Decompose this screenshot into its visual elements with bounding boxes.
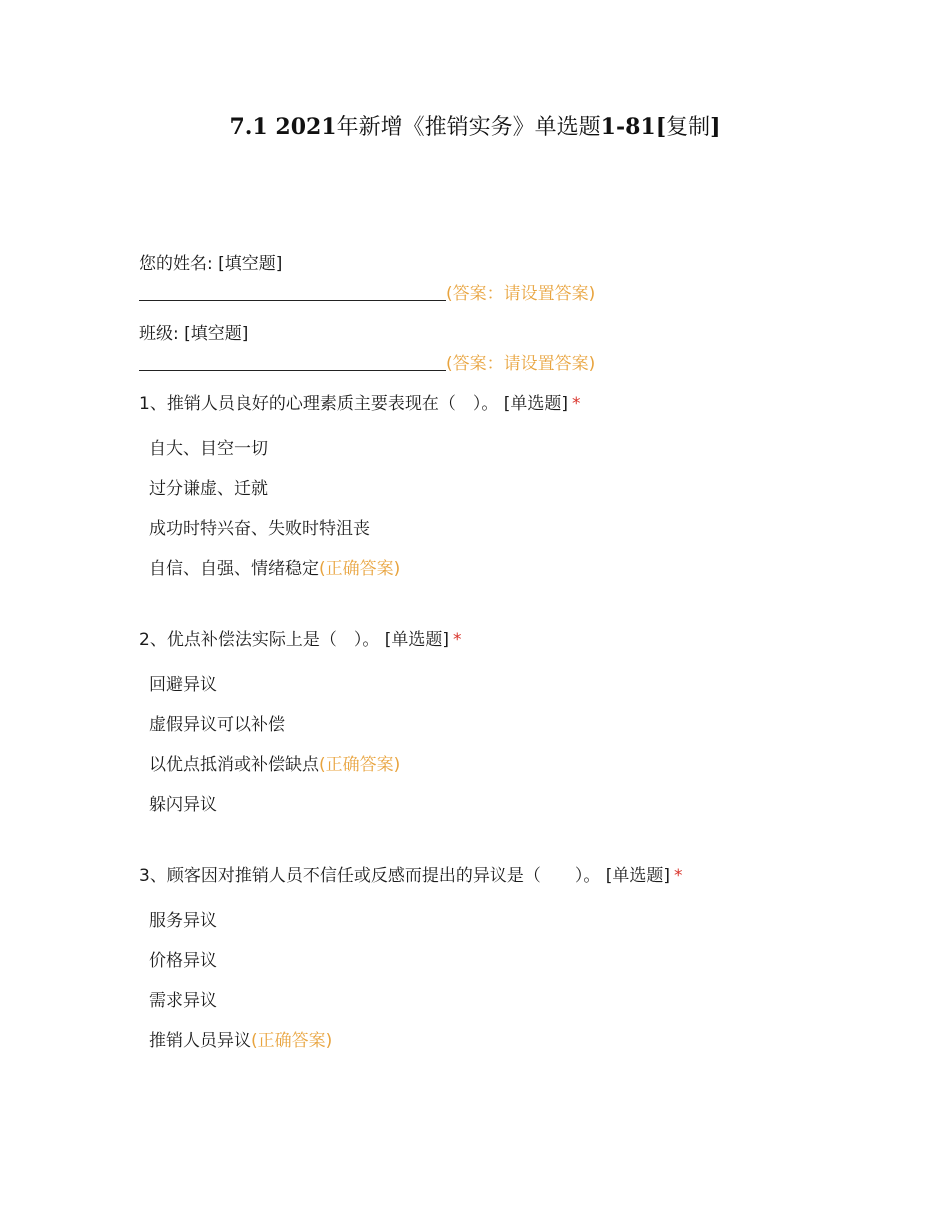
option-label: 成功时特兴奋、失败时特沮丧 bbox=[149, 519, 370, 539]
survey-content bbox=[139, 249, 899, 1097]
question-1-type: [单选题] bbox=[503, 394, 568, 414]
option-2d[interactable] bbox=[149, 785, 899, 825]
required-star: * bbox=[453, 630, 462, 650]
option-3b[interactable] bbox=[149, 941, 899, 981]
correct-answer-mark: (正确答案) bbox=[251, 1031, 333, 1051]
option-2c[interactable] bbox=[149, 745, 899, 785]
question-2-text: 2、优点补偿法实际上是（ ）。 bbox=[139, 630, 380, 650]
correct-answer-mark: (正确答案) bbox=[319, 559, 401, 579]
class-answer-row bbox=[139, 349, 899, 379]
question-1-stem bbox=[139, 389, 899, 419]
page-title bbox=[0, 111, 950, 144]
option-label: 需求异议 bbox=[149, 991, 217, 1011]
option-label: 价格异议 bbox=[149, 951, 217, 971]
option-2a[interactable] bbox=[149, 665, 899, 705]
option-1b[interactable] bbox=[149, 469, 899, 509]
option-3a[interactable] bbox=[149, 901, 899, 941]
title-range: 1-81[ bbox=[600, 114, 667, 140]
question-3-text: 3、顾客因对推销人员不信任或反感而提出的异议是（ ）。 bbox=[139, 866, 601, 886]
question-block-3 bbox=[139, 861, 899, 1061]
option-label: 推销人员异议 bbox=[149, 1031, 251, 1051]
question-3-options bbox=[149, 901, 899, 1061]
option-label: 虚假异议可以补偿 bbox=[149, 715, 285, 735]
name-field-label: 您的姓名: [填空题] bbox=[139, 254, 283, 274]
option-label: 服务异议 bbox=[149, 911, 217, 931]
class-field-block bbox=[139, 319, 899, 379]
question-2-type: [单选题] bbox=[384, 630, 449, 650]
option-label: 以优点抵消或补偿缺点 bbox=[149, 755, 319, 775]
required-star: * bbox=[572, 394, 581, 414]
class-answer-blank[interactable] bbox=[139, 352, 446, 371]
option-label: 自大、目空一切 bbox=[149, 439, 268, 459]
question-2-options bbox=[149, 665, 899, 825]
title-prefix: 7.1 2021 bbox=[229, 114, 337, 140]
option-label: 回避异议 bbox=[149, 675, 217, 695]
question-3-type: [单选题] bbox=[605, 866, 670, 886]
option-1d[interactable] bbox=[149, 549, 899, 589]
name-answer-blank[interactable] bbox=[139, 282, 446, 301]
option-1c[interactable] bbox=[149, 509, 899, 549]
question-1-options bbox=[149, 429, 899, 589]
title-middle: 年新增《推销实务》单选题 bbox=[336, 115, 601, 140]
option-label: 躲闪异议 bbox=[149, 795, 217, 815]
option-label: 过分谦虚、迁就 bbox=[149, 479, 268, 499]
required-star: * bbox=[674, 866, 683, 886]
option-1a[interactable] bbox=[149, 429, 899, 469]
question-block-1 bbox=[139, 389, 899, 589]
question-1-text: 1、推销人员良好的心理素质主要表现在（ ）。 bbox=[139, 394, 499, 414]
class-answer-hint: (答案：请设置答案) bbox=[446, 354, 596, 374]
correct-answer-mark: (正确答案) bbox=[319, 755, 401, 775]
name-answer-row bbox=[139, 279, 899, 309]
option-3c[interactable] bbox=[149, 981, 899, 1021]
option-label: 自信、自强、情绪稳定 bbox=[149, 559, 319, 579]
name-answer-hint: (答案：请设置答案) bbox=[446, 284, 596, 304]
option-2b[interactable] bbox=[149, 705, 899, 745]
question-2-stem bbox=[139, 625, 899, 655]
title-suffix: 复制 bbox=[666, 115, 711, 140]
option-3d[interactable] bbox=[149, 1021, 899, 1061]
class-field-label: 班级: [填空题] bbox=[139, 324, 249, 344]
question-3-stem bbox=[139, 861, 899, 891]
name-field-block bbox=[139, 249, 899, 309]
title-close: ] bbox=[710, 114, 721, 140]
question-block-2 bbox=[139, 625, 899, 825]
